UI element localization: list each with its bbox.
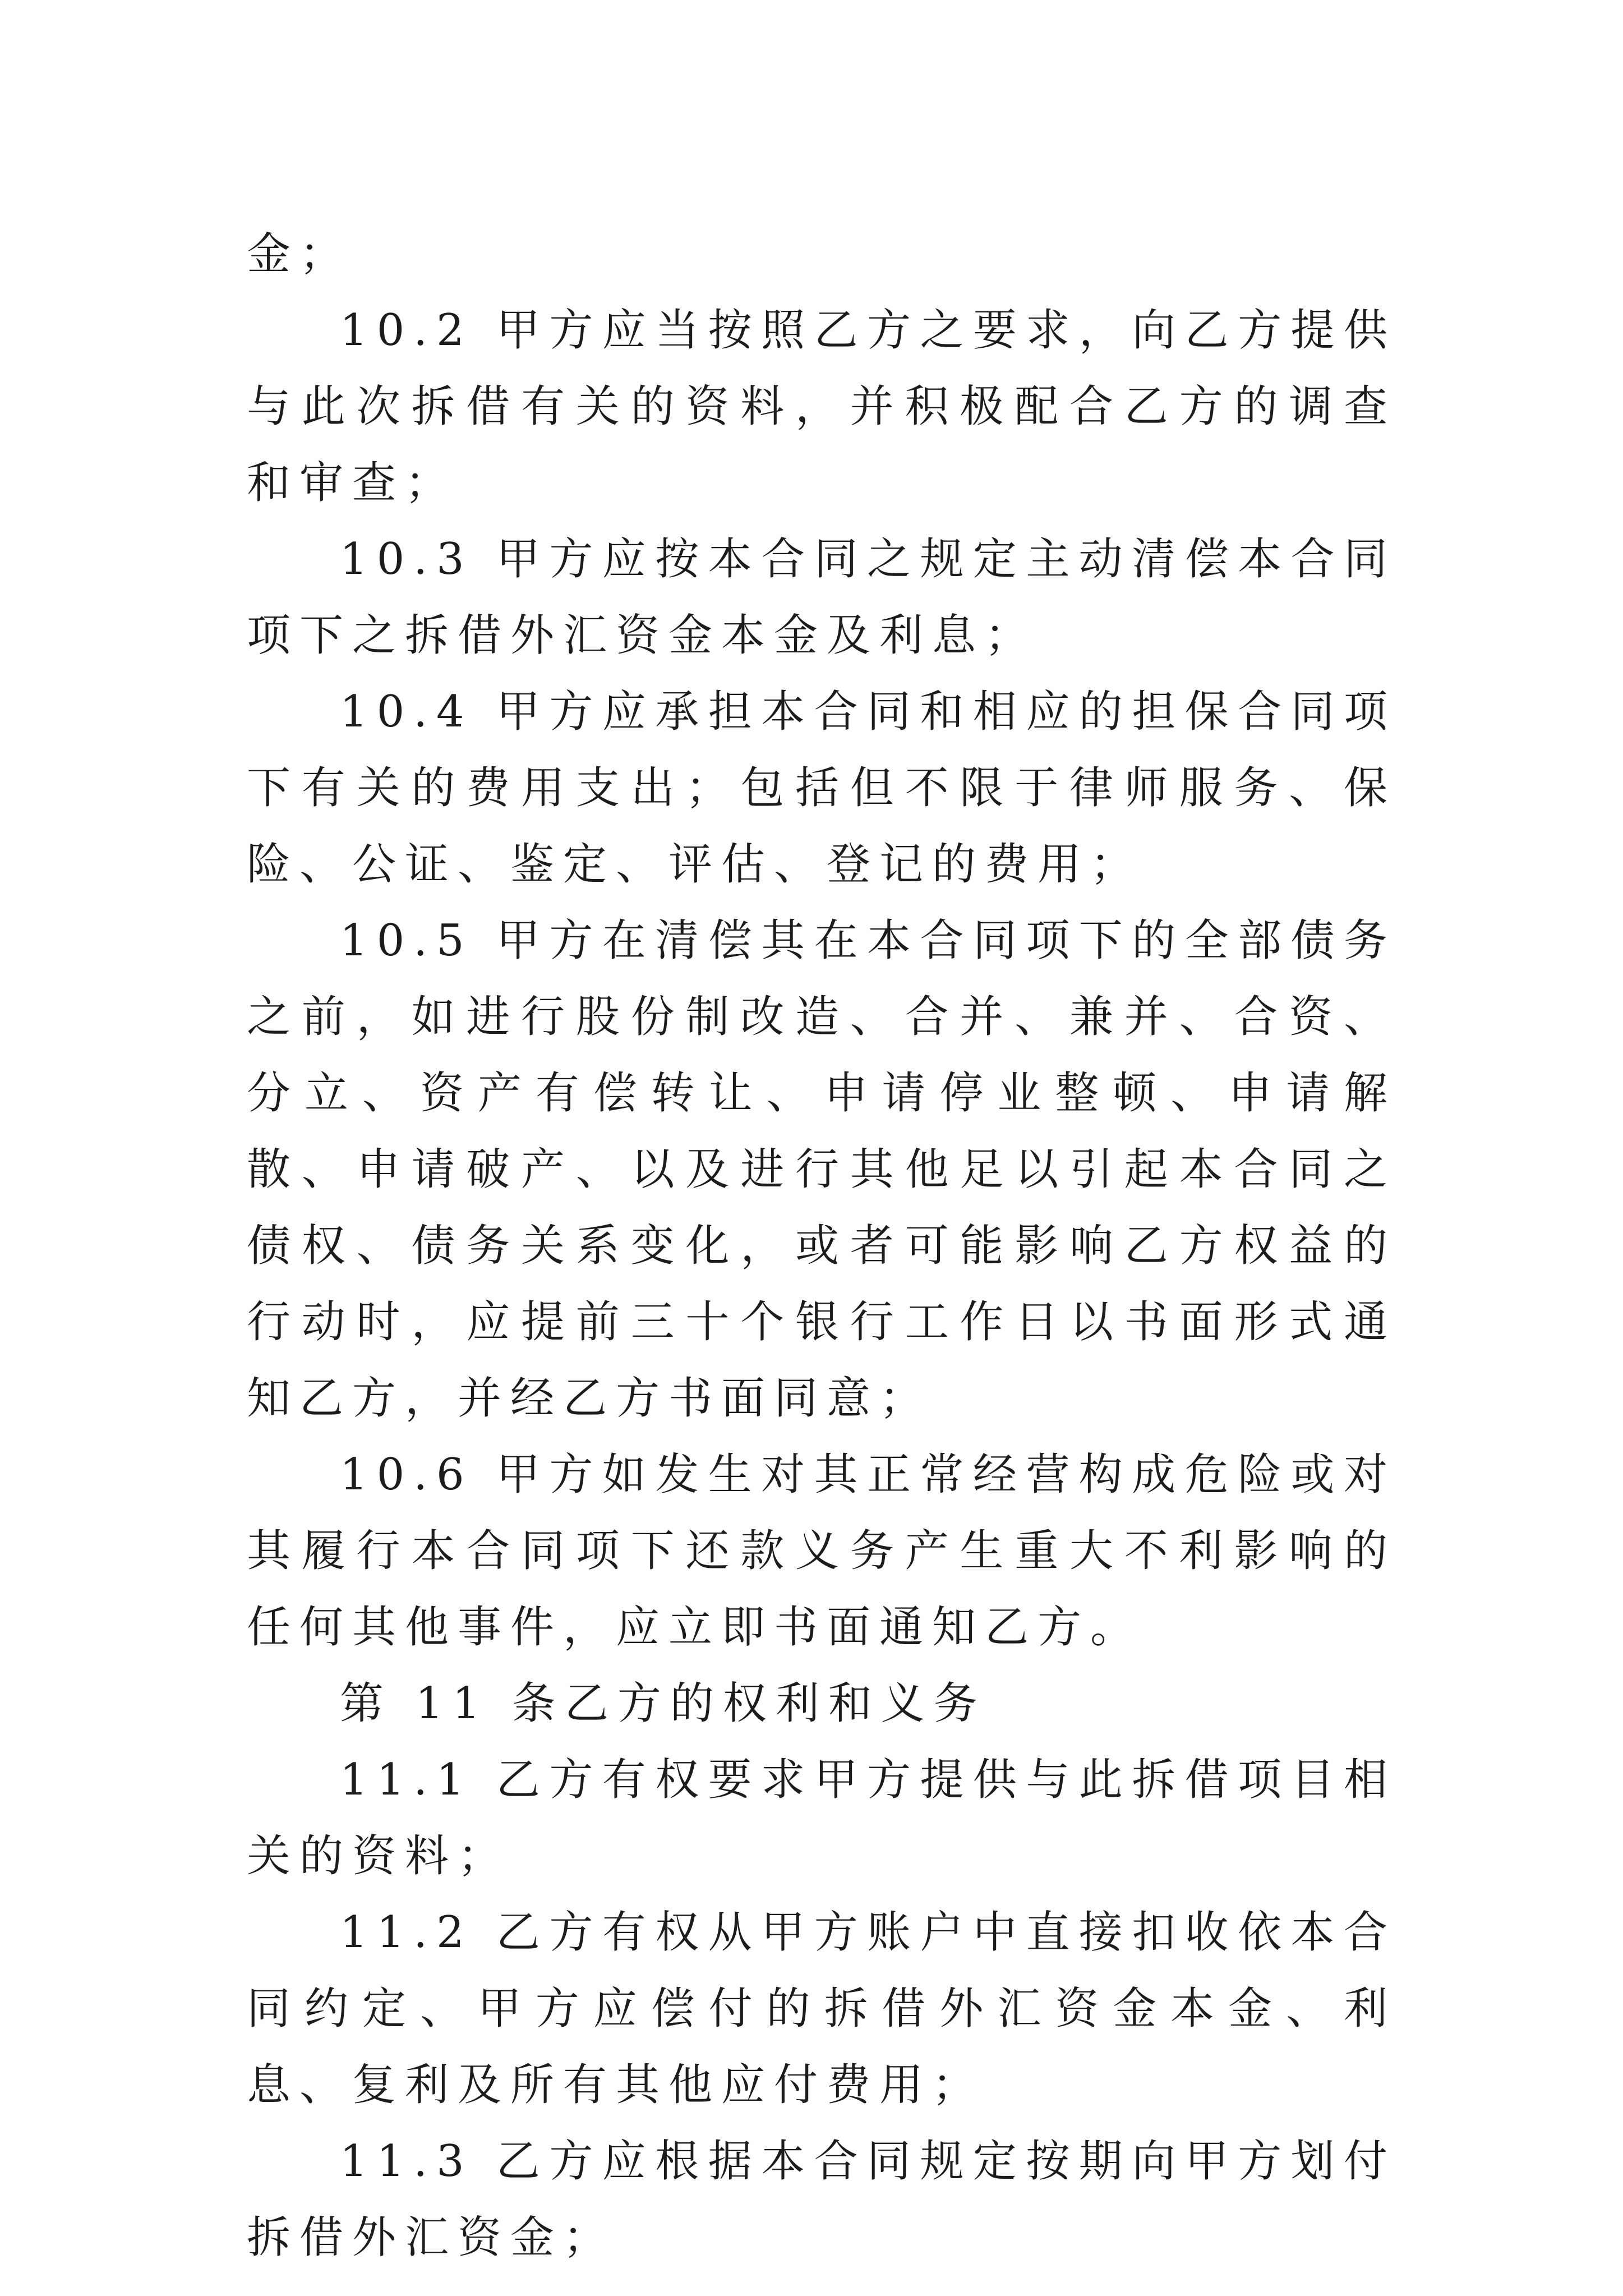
clause-10-3: 10.3 甲方应按本合同之规定主动清偿本合同项下之拆借外汇资金本金及利息； <box>247 534 1396 661</box>
clause-10-2: 10.2 甲方应当按照乙方之要求，向乙方提供与此次拆借有关的资料，并积极配合乙方的调查和审查； <box>247 305 1396 508</box>
clause-11-1: 11.1 乙方有权要求甲方提供与此拆借项目相关的资料； <box>247 1755 1396 1881</box>
clause-11-3: 11.3 乙方应根据本合同规定按期向甲方划付拆借外汇资金； <box>247 2136 1396 2263</box>
article-11-heading: 第 11 条乙方的权利和义务 <box>340 1678 986 1729</box>
paragraph-continuation: 金； <box>247 229 353 279</box>
clause-10-6: 10.6 甲方如发生对其正常经营构成危险或对其履行本合同项下还款义务产生重大不利影响的任何其他事件，应立即书面通知乙方。 <box>247 1450 1396 1653</box>
clause-10-4: 10.4 甲方应承担本合同和相应的担保合同项下有关的费用支出；包括但不限于律师服务、保险、公证、鉴定、评估、登记的费用； <box>247 687 1396 890</box>
document-body <box>247 216 1396 2276</box>
clause-10-5: 10.5 甲方在清偿其在本合同项下的全部债务之前，如进行股份制改造、合并、兼并、合资、分立、资产有偿转让、申请停业整顿、申请解散、申请破产、以及进行其他足以引起本合同之债权、债务关系变化，或者可能影响乙方权益的行动时，应提前三十个银行工作日以书面形式通知乙方，并经乙方书面同意； <box>247 915 1396 1424</box>
clause-11-2: 11.2 乙方有权从甲方账户中直接扣收依本合同约定、甲方应偿付的拆借外汇资金本金、利息、复利及所有其他应付费用； <box>247 1907 1396 2110</box>
